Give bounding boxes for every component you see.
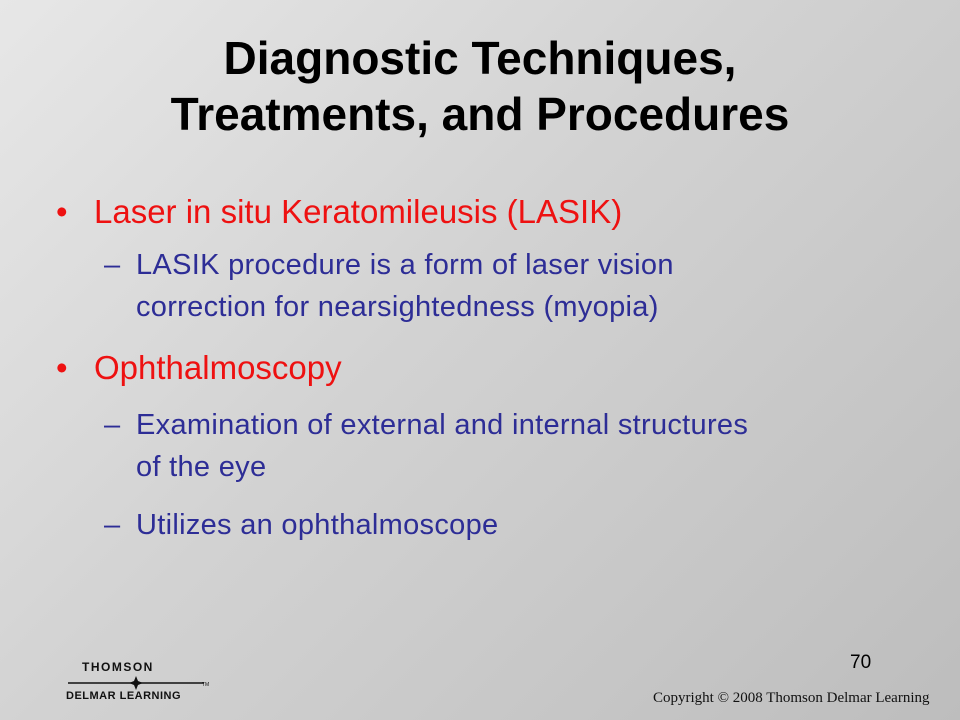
logo-text-bottom: DELMAR LEARNING: [66, 690, 182, 702]
sub-bullet-text: [136, 244, 916, 328]
sub-bullet-marker: –: [104, 249, 121, 281]
sub-bullet-marker: –: [104, 509, 121, 541]
copyright-notice: Copyright © 2008 Thomson Delmar Learning: [653, 690, 930, 706]
sub-bullet-text-line-1: Utilizes an ophthalmoscope: [136, 509, 499, 541]
thomson-delmar-logo: [66, 660, 216, 706]
logo-text-top: THOMSON: [82, 660, 154, 674]
star-line-icon: [66, 676, 206, 690]
slide-title: [40, 30, 920, 142]
sub-bullet-text-line-1: Examination of external and internal structures: [136, 409, 749, 441]
slide-number: 70: [850, 652, 872, 673]
sub-bullet-text: [136, 504, 916, 546]
bullet-text: Laser in situ Keratomileusis (LASIK): [94, 193, 623, 230]
sub-bullet-text-line-1: LASIK procedure is a form of laser vision: [136, 249, 674, 281]
bullet-text: Ophthalmoscopy: [94, 349, 342, 386]
bullet-marker: •: [56, 349, 68, 386]
logo-trademark: TM: [202, 682, 210, 688]
sub-bullet-text: [136, 404, 916, 488]
sub-bullet-marker: –: [104, 409, 121, 441]
slide-title-line-2: Treatments, and Procedures: [170, 88, 790, 140]
sub-bullet-text-line-2: of the eye: [136, 451, 267, 483]
sub-bullet-text-line-2: correction for nearsightedness (myopia): [136, 291, 659, 323]
bullet-marker: •: [56, 193, 68, 230]
slide-title-line-1: Diagnostic Techniques,: [223, 32, 737, 84]
